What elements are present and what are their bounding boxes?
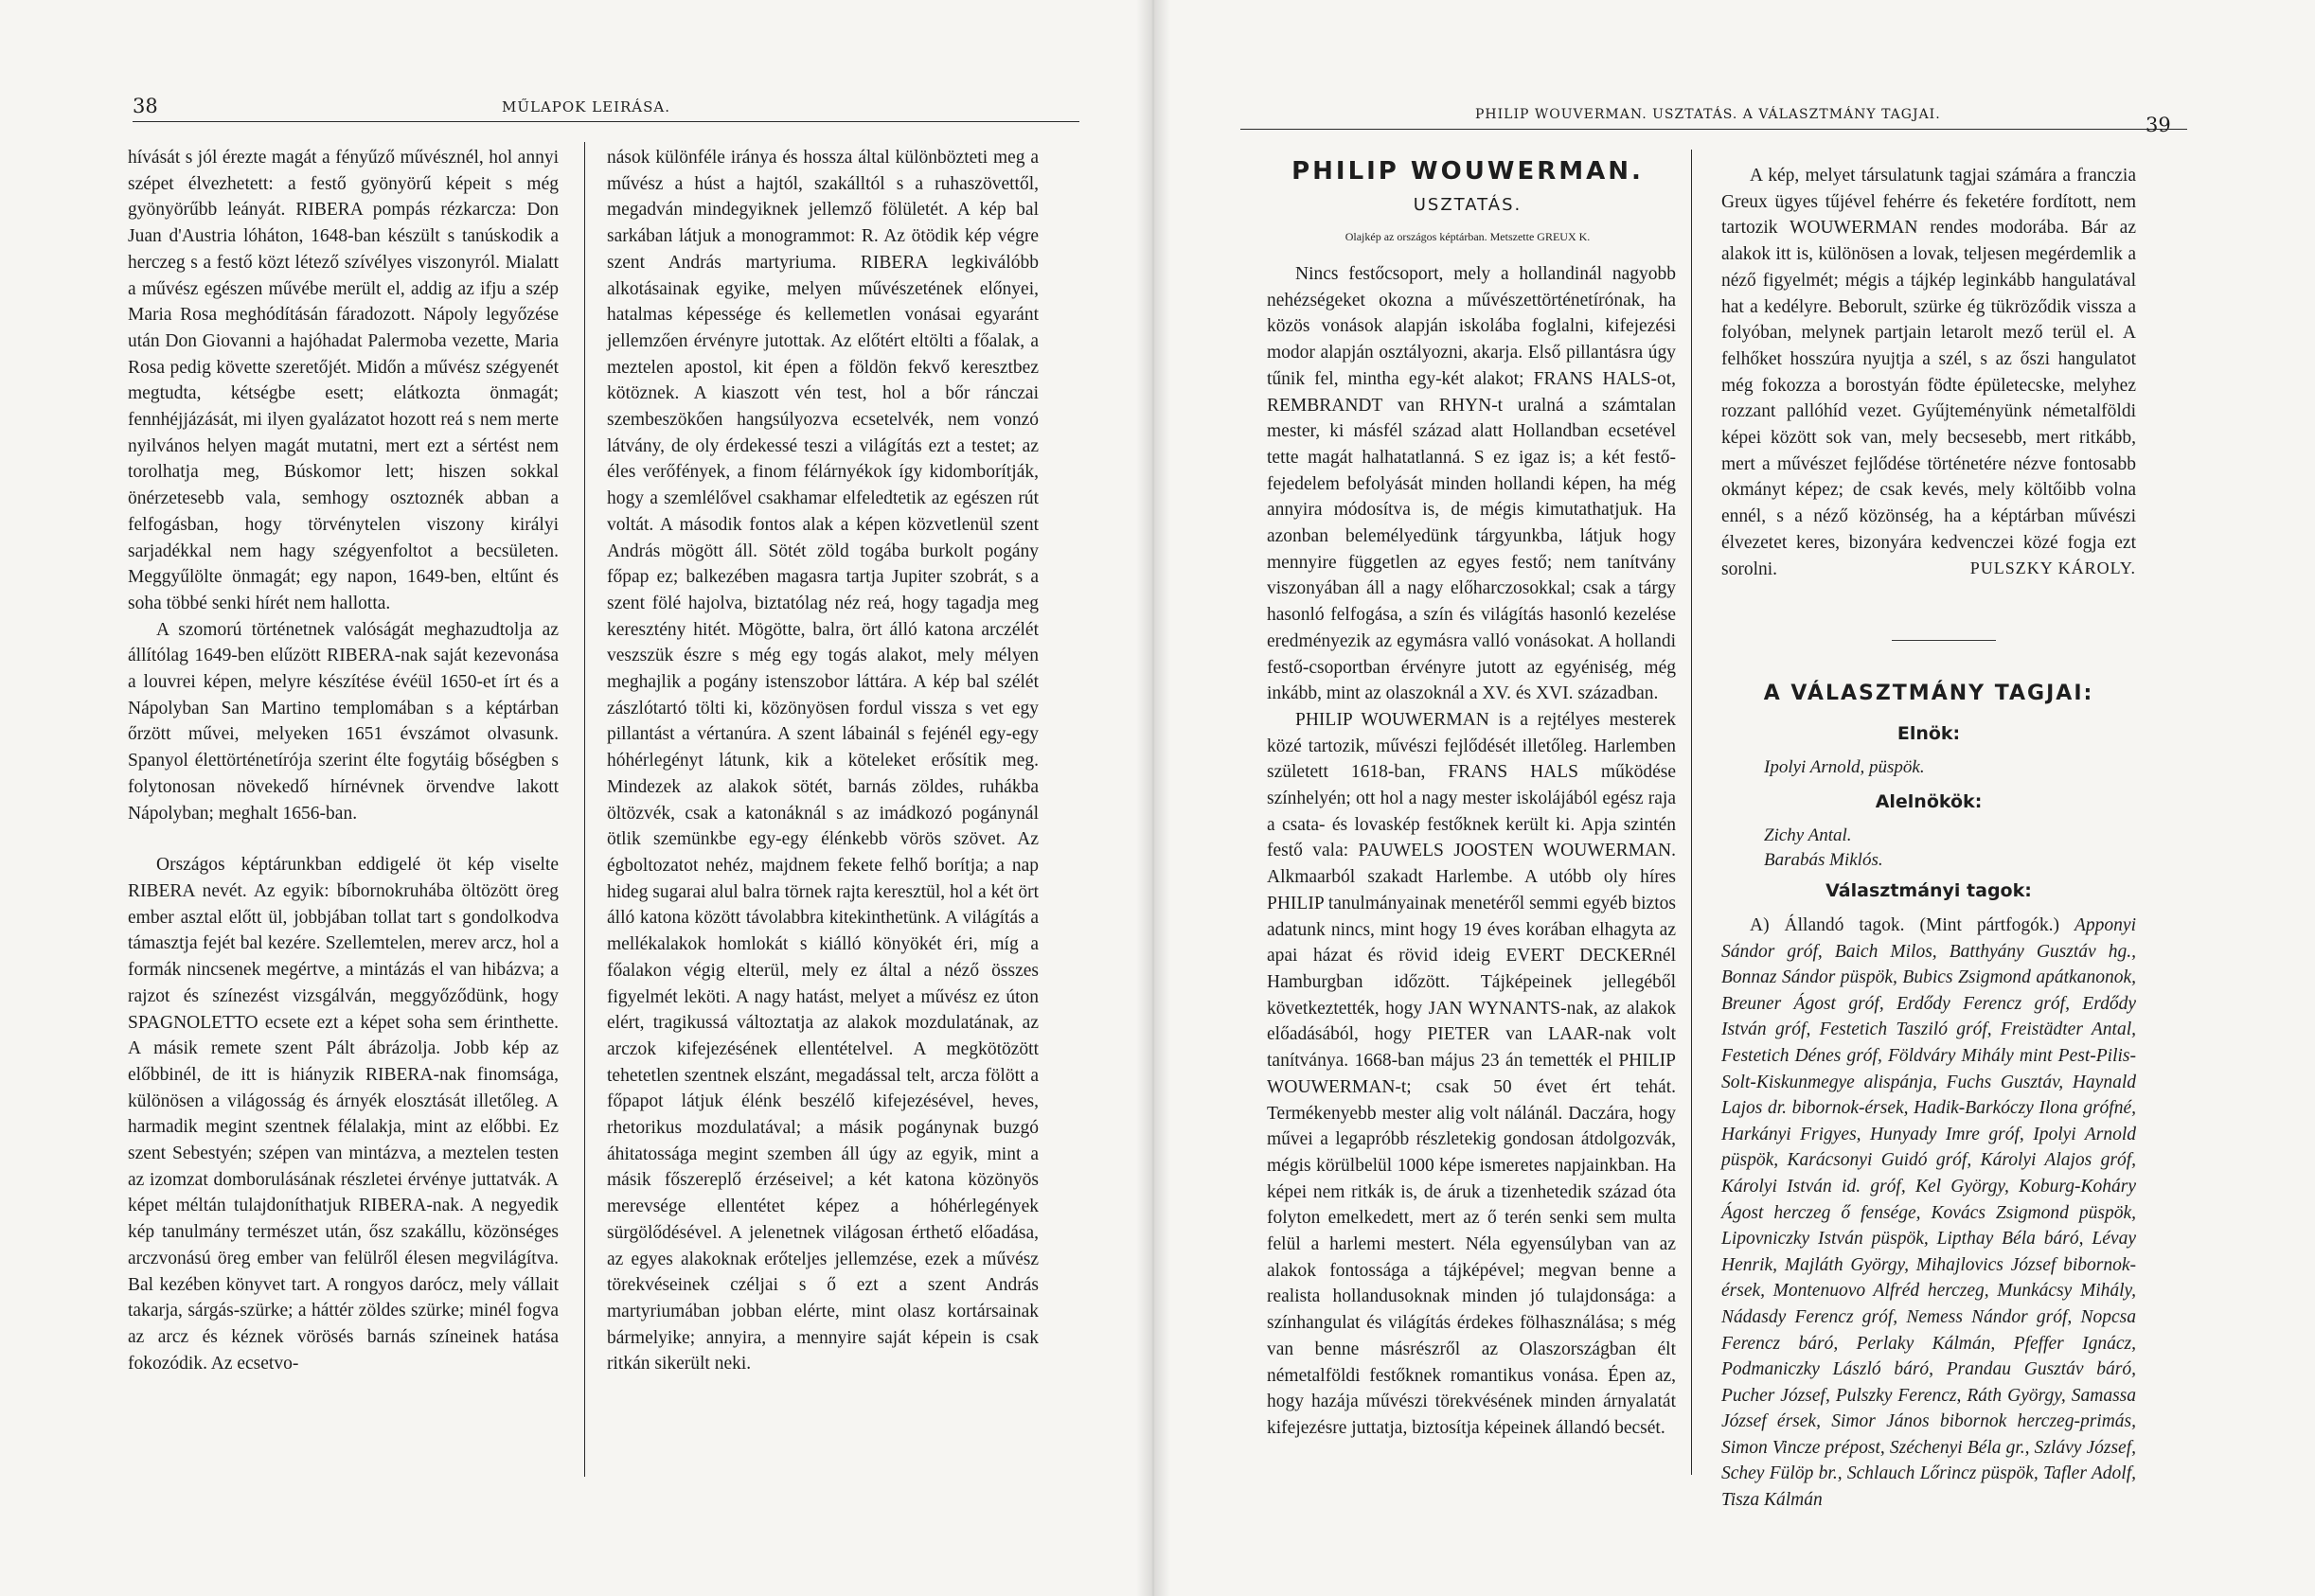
vice-president-name: Zichy Antal. (1764, 825, 1852, 845)
image-credit: Olajkép az országos képtárban. Metszette GREUX K. (1344, 230, 1591, 243)
left-column-2 (607, 145, 1039, 1377)
vice-president-name: Barabás Miklós. (1764, 850, 1883, 870)
president-label: Elnök: (1897, 723, 1961, 744)
right-page (1153, 0, 2315, 1596)
committee-list-title: A VÁLASZTMÁNY TAGJAI: (1763, 682, 2094, 705)
right-column-2 (1721, 163, 2136, 582)
president-name: Ipolyi Arnold, püspök. (1764, 757, 1925, 777)
column-divider (1691, 150, 1692, 1475)
paragraph: Országos képtárunkban eddigelé öt kép viselte RIBERA nevét. Az egyik: bíbornokruhába öltözött öreg ember asztal előtt ül, jobbjában tollat tart s gondolkodva támasztja fejét bal kezére. Szellemtelen, merev arcz, hol a formák nincsenek megértve, a mintázás el van hibázva; a rajzot és színezést vizsgálván, meggyőződünk, hogy SPAGNOLETTO ecsete ezt a képet soha sem érinthette. A másik remete szent Pált ábrázolja. Jobb kép az előbbinél, de itt is hiányzik RIBERA-nak finomsága, különösen a világosság és árnyék elosztását illetőleg. A harmadik megint szentnek félalakja, mint az előbbi. Ez szent Sebestyén; szépen van mintázva, a meztelen testen az izomzat domborulásának részletei érvénye juttatvák. A képet méltán tulajdoníthatjuk RIBERA-nak. A negyedik kép tanulmány természet után, ősz szakállu, közönséges arczvonású öreg ember van felülről élesen megvilágítva. Bal kezében könyvet tart. A rongyos darócz, mely vállait takarja, sárgás-szürke; a háttér zöldes szürke; minél fogva az arcz és kéznek vörösés barnás színeinek hatása fokozódik. Az ecsetvo- (128, 855, 559, 1374)
book-gutter (1136, 0, 1170, 1596)
left-column-1 (128, 145, 559, 1376)
members-names: Apponyi Sándor gróf, Baich Milos, Batthyány Gusztáv hg., Bonnaz Sándor püspök, Bubics Zsigmond apátkanonok, Breuner Ágost gróf, Erdődy Ferencz gróf, Erdődy István gróf, Festetich Tasziló gróf, Freistädter Antal, Festetich Dénes gróf, Földváry Mihály mint Pest-Pilis-Solt-Kiskunmegye alispánja, Fuchs Gusztáv, Haynald Lajos dr. bibornok-érsek, Hadik-Barkóczy Ilona grófné, Harkányi Frigyes, Hunyady Imre gróf, Ipolyi Arnold püspök, Karácsonyi Guidó gróf, Károlyi Alajos gróf, Károlyi István id. gróf, Kel György, Koburg-Koháry Ágost herczeg ő fensége, Kovács Zsigmond püspök, Lipovniczky István püspök, Lipthay Béla báró, Lévay Henrik, Majláth György, Mihajlovics József bibornok-érsek, Montenuovo Alfréd herczeg, Munkácsy Mihály, Nádasdy Ferencz gróf, Nemess Nándor gróf, Nopcsa Ferencz báró, Perlaky Kálmán, Pfeffer Ignácz, Podmaniczky László báró, Prandau Gusztáv báró, Pucher József, Pulszky Ferencz, Ráth György, Samassa József érsek, Simor János bibornok herczeg-primás, Simon Vincze prépost, Széchenyi Béla gr., Szlávy József, Schey Fülöp br., Schlauch Lőrincz püspök, Tafler Adolf, Tisza Kálmán (1721, 915, 2136, 1511)
committee-members-list (1721, 913, 2136, 1514)
header-rule (133, 121, 1079, 122)
paragraph: nások különféle iránya és hossza által különbözteti meg a művész a húst a hajtól, szakálltól s a ruhaszövettől, megadván mindegyiknek jellemző fölületét. A kép bal sarkában látjuk a monogrammot: R. Az ötödik kép végre szent András martyriuma. RIBERA legkiválóbb alkotásainak egyike, melyen művészetének előnyei, hatalmas képessége és kellemetlen vonásai egyaránt jellemzően érvényre jutottak. Az előtért eltölti a főalak, a meztelen apostol, kit épen a földön fekvő keresztbez kötöznek. A kiaszott vén test, hol a bőr ránczai szembeszökően hangsúlyozva ecsetelvék, nem vonzó látvány, de oly érdekessé teszi a világítás ezt a testet; az éles verőfények, a finom félárnyékok így kidomborítják, hogy a szemlélővel csakhamar elfeledtetik az egészen rút voltát. A második fontos alak a képen közvetlenül szent András mögött áll. Sötét zöld togába burkolt pogány főpap ez; balkezében magasra tartja Jupiter szobrát, s a szent fölé hajolva, biztatólag néz reá, hogy tagadja meg keresztény hitét. Mögötte, balra, ört álló katona arczélét veszszük észre s még egy togás alakot, mely mélyen meghajlik a pogány istenszobor láttára. A kép bal szélét zászlótartó tölti ki, közönyösen fordul vissza s vet egy pillantást a vértanúra. A szent lábainál s fejénél egy-egy hóhérlegényt látunk, kik a köteleket erősítik meg. Mindezek az alakok sötét, barnás zöldes, ruhákba öltözvék, csak a katonáknál s az imádkozó pogánynál ötlik szemünkbe egy-egy élénkebb vörös szövet. Az égboltozatot nehéz, majdnem fekete felhő borítja; a nap hideg sugarai alul balra törnek rajta keresztül, hol a két ört álló katona között távolabbra kitekinthetünk. A világítás a mellékalakok homlokát s kiálló könyökét éri, míg a főalakon végig elterül, mely ez által a néző összes figyelmét leköti. A nagy hatást, melyet a művész ez úton elért, tragikussá változtatja az alakok mozdulatának, az arczok kifejezésének ellentételvel. A megkötözött tehetetlen szentnek elszánt, megadással telt, arcza fölött a főpapot látjuk élénk beszélő kifejezésével, heves, rhetorikus mozdulatával; a másik pogánynak buzgó áhitatossága megint szemben áll úgy az egyik, mint a másik főszereplő érzéseivel; a két katona közönyös merevsége ellentétet képez a hóhérlegények sürgölődésével. A jelenetnek világosan érthető előadása, az egyes alakoknak erőteljes jellemzése, ezek a művész törekvéseinek czéljai s ő ezt a szent András martyriumában jobban elérte, mint olasz kortársainak bármelyike; annyira, a mennyire saját képein is csak ritkán sikerült neki. (607, 148, 1039, 1374)
paragraph: A szomorú történetnek valóságát meghazudtolja az állítólag 1649-ben elűzött RIBERA-nak saját kezevonása a louvrei képen, melyre készítése évéül 1650-et írt és a Nápolyban San Martino templomában s a képtárban őrzött művei, melyeken 1651 évszámot olvasunk. Spanyol élettörténetírója szerint élte fogytáig bőségben s folytonosan növekedő hírnévnek örvendve lakott Nápolyban; meghalt 1656-ban. (128, 619, 559, 824)
paragraph: Nincs festőcsoport, mely a hollandinál nagyobb nehézségeket okozna a művészettörténetírónak, ha közös vonások alapján iskolába foglalni, kifejezési modor alapján osztályozni, akarja. Első pillantásra úgy tűnik fel, mintha egy-két alakot; FRANS HALS-ot, REMBRANDT van RHYN-t uralná a számtalan mester, ki másfél század alatt Hollandban ecsetével tette magát halhatatlanná. S ez igaz is; a két festő-fejedelem befolyását minden hollandi képen, ha még annyira módosítva is, de mégis kimutathatjuk. Ha azonban belemélyedünk tárgyunkba, látjuk hogy mennyire független az egyes festő; nem tanítvány viszonyában áll a nagy előharczosokkal; csak a tárgy hasonló felfogása, a szín és világítás hasonló kezelése eredményezik az egymásra valló vonásokat. A hollandi festő-csoportban érvényre jutott az egyéniség, még inkább, mint az olaszoknál a XV. és XVI. században. (1267, 264, 1676, 704)
paragraph: PHILIP WOUWERMAN is a rejtélyes mesterek közé tartozik, művészi fejlődését illetőleg. Harlemben született 1618-ban, FRANS HALS működése színhelyén; ott hol a nagy mester iskolájából egész raja a csata- és lovaskép festőknek került ki. Apja szintén festő vala: PAUWELS JOOSTEN WOUWERMAN. Alkmaarból szakadt Harlembe. A utóbb oly híres PHILIP tanulmányainak menetéről semmi egyéb biztos adatunk nincs, mint hogy 19 éves korában elhagyta az apai házat és rövid ideig EVERT DECKERnél Hamburgban időzött. Tájképeinek jellegéből következtették, hogy JAN WYNANTS-nak, az alakok előadásából, hogy PIETER van LAAR-nak volt tanítványa. 1668-ban május 23 án temették el PHILIP WOUWERMAN-t; csak 50 évet ért tehát. Termékenyebb mester alig volt nálánál. Daczára, hogy művei a legapróbb részletekig gondosan átdolgozvák, mégis körülbelül 1000 képe ismeretes napjainkban. Ha képei nem ritkák is, de áruk a tizenhetedik század óta folyton emelkedett, mert az ő terén senki sem multa felül a harlemi mestert. Néla egyensúlyban van az alakok fontossága a tájképével; megvan benne a realista hollandusoknak minden jó tulajdonsága: a színhangulat és világítás érdekes fölhasználása; s még van benne másrészről az Olaszországban élt németalföldi festőknek romantikus vonása. Épen az, hogy hazája művészi törekvésének minden árnyalatát kifejezésre juttatja, biztosítja képeinek állandó becsét. (1267, 709, 1676, 1438)
paragraph: hívását s jól érezte magát a fényűző művésznél, hol annyi szépet élvezhetett: a festő gyönyörű képeit s még gyönyörűbb leányát. RIBERA pompás rézkarcza: Don Juan d'Austria lóháton, 1648-ban készült s tanúskodik a herczeg s a festő közt létező szívélyes viszonyról. Mialatt a művész egészen művébe merült el, addig az ifju a szép Maria Rosa meghódításán fáradozott. Nápoly legyőzése után Don Giovanni a hajóhadat Palermoba vezette, Maria Rosa pedig követte szeretőjét. Midőn a művész szégyenét megtudta, kétségbe esett; elátkozta önmagát; fennhéjjázását, mi ilyen gyalázatot hozott reá s nem merte nyilvános helyen magát mutatni, mert ezt a sértést nem torolhatja meg, Búskomor lett; hiszen sokkal önérzetesebb vala, semhogy osztoznék abban a felfogásban, hogy törvénytelen viszony királyi sarjadékkal nem hagy szégyenfoltot a becsületen. Meggyűlölte önmagát; egy napon, 1649-ben, eltűnt és soha többé senki hírét nem hallotta. (128, 148, 559, 613)
left-page-number: 38 (133, 95, 158, 117)
left-page (0, 0, 1153, 1596)
section-a-label: A) Állandó tagok. (Mint pártfogók.) (1750, 915, 2060, 935)
vice-presidents-label: Alelnökök: (1875, 791, 1983, 812)
column-divider (584, 142, 585, 1477)
article-subtitle: USZTATÁS. (1413, 195, 1523, 215)
section-divider (1892, 640, 1996, 641)
article-title: PHILIP WOUWERMAN. (1291, 157, 1644, 186)
author-signature: PULSZKY KÁROLY. (1969, 559, 2136, 577)
right-page-number: 39 (2146, 114, 2171, 136)
committee-members-label: Választmányi tagok: (1825, 880, 2032, 901)
header-rule (1240, 129, 2187, 130)
paragraph: A kép, melyet társulatunk tagjai számára a franczia Greux ügyes tűjével fehérre és feketére fordított, nem tartozik WOUWERMAN rendes modorába. Bár az alakok itt is, különösen a lovak, teljesen megérdemlik a néző figyelmét; mégis a tájkép leginkább hangulatával hat a kedélyre. Beborult, szürke ég tükröződik vissza a folyóban, melynek partjain letarolt mező terül el. A felhőket hosszúra nyujtja a szél, s az őszi hangulatot még fokozza a borostyán födte épületecske, melyhez rozzant pallóhíd vezet. Gyűjteményünk németalföldi képei között sok van, mely becsesebb, mert ritkább, mert a művészet fejlődése történetére nézve fontosabb okmányt képez; de csak kevés, mely költőibb volna ennél, s a néző közönség, ha a képtárban művészi élvezetet keres, bizonyára kedvenczei közé fogja ezt sorolni. (1721, 166, 2136, 579)
right-running-head: PHILIP WOUVERMAN. USZTATÁS. A VÁLASZTMÁNY TAGJAI. (1475, 107, 1941, 122)
right-column-1 (1267, 261, 1676, 1442)
left-running-head: MŰLAPOK LEIRÁSA. (502, 98, 670, 115)
